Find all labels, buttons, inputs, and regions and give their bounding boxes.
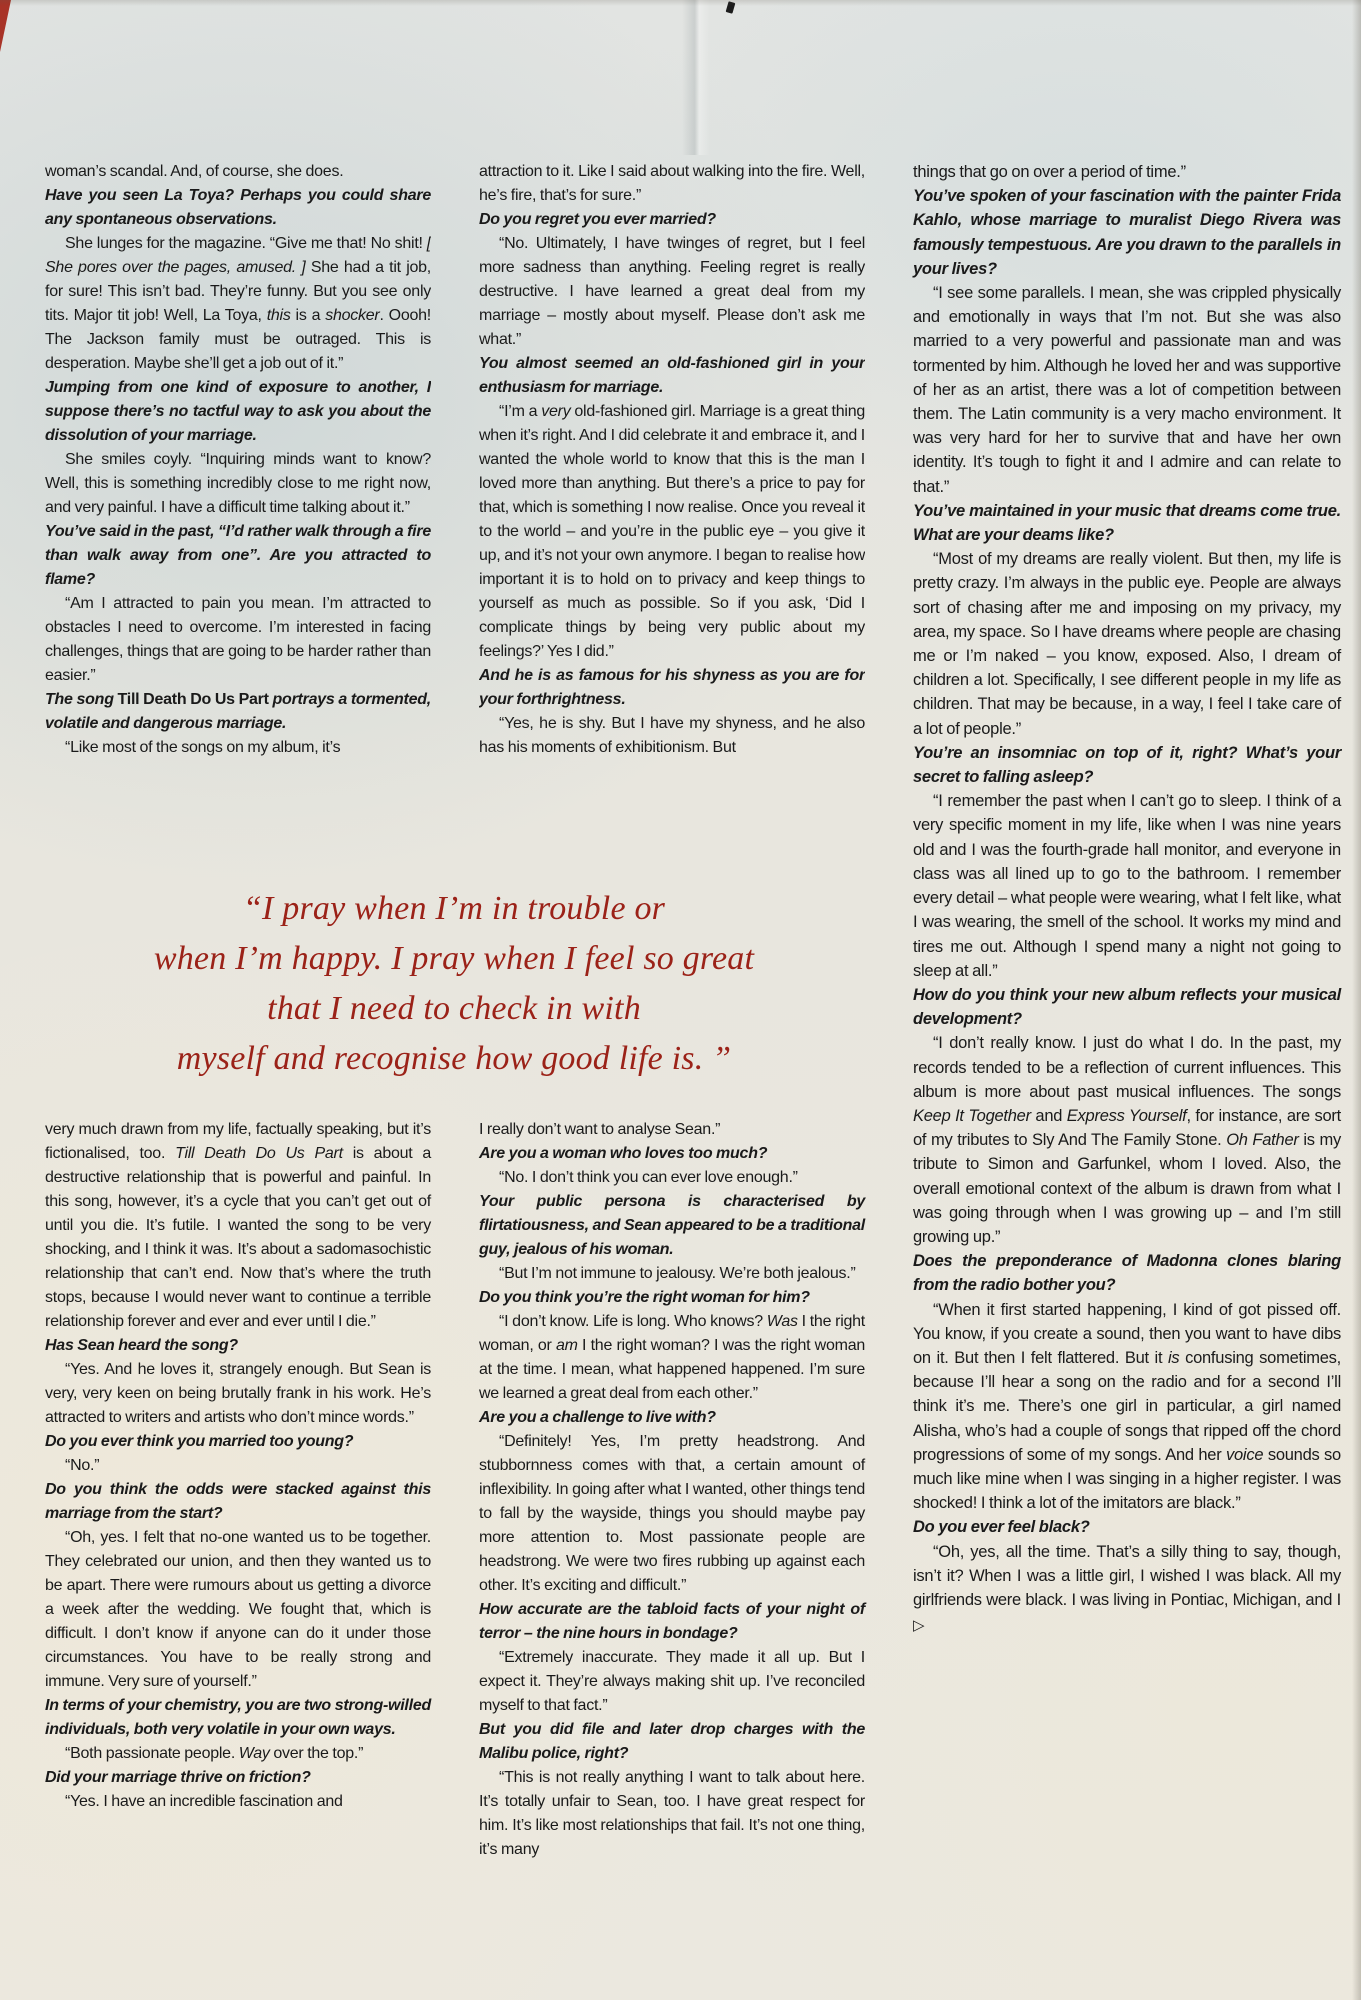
interview-answer: “Both passionate people. Way over the top.” (65, 1745, 364, 1762)
interview-question: Have you seen La Toya? Perhaps you could share any spontaneous observations. (45, 187, 431, 228)
interview-answer: “I remember the past when I can’t go to sleep. I think of a very specific moment in my life, like when I was nine years old and I was the fourth-grade hall monitor, and everyone in class was all lined up to go to the bathroom. I remember every detail – what people were wearing, what I felt like, what I was wearing, the smell of the school. It works my mind and tires me out. Although I spend many a night not going to sleep at all.” (913, 792, 1341, 980)
interview-answer: “No.” (65, 1457, 100, 1474)
interview-question: Do you ever feel black? (913, 1518, 1090, 1537)
interview-answer: “No. Ultimately, I have twinges of regret, but I feel more sadness than anything. Feeling regret is really destructive. I have learned a great deal from my marriage – mostly about myself. Please don’t ask me what.” (479, 235, 865, 348)
interview-answer: “Yes. I have an incredible fascination and (65, 1793, 343, 1810)
interview-question: Jumping from one kind of exposure to another, I suppose there’s no tactful way to ask you about the dissolution of your marriage. (45, 379, 431, 444)
interview-question: You’ve spoken of your fascination with the painter Frida Kahlo, whose marriage to muralist Diego Rivera was famously tempestuous. Are you drawn to the parallels in your lives? (913, 187, 1341, 278)
interview-answer: “Yes. And he loves it, strangely enough. But Sean is very, very keen on being brutally frank in his work. He’s attracted to writers and artists who don’t mince words.” (45, 1361, 431, 1426)
interview-answer: She lunges for the magazine. “Give me that! No shit! [ She pores over the pages, amused. ] She had a tit job, for sure! This isn’t bad. They’re funny. But you see only tits. Major tit job! Well, La Toya, this is a shocker. Oooh! The Jackson family must be outraged. This is desperation. Maybe she’ll get a job out of it.” (45, 235, 431, 372)
pull-quote-line-1: “I pray when I’m in trouble or (242, 890, 666, 927)
interview-question: But you did file and later drop charges with the Malibu police, right? (479, 1721, 865, 1762)
interview-question: You’re an insomniac on top of it, right? What’s your secret to falling asleep? (913, 743, 1341, 787)
interview-answer: “Most of my dreams are really violent. But then, my life is pretty crazy. I’m always in the public eye. People are always sort of chasing after me and imposing on my privacy, my area, my space. So I have dreams where people are chasing me or I’m naked – you know, exposed. Also, I dream of children a lot. Specifically, I see different people in my life as children. That may be because, in a way, I feel I take care of a lot of people.” (913, 550, 1341, 738)
interview-question: Your public persona is characterised by flirtatiousness, and Sean appeared to be a traditional guy, jealous of his woman. (479, 1193, 865, 1258)
red-page-edge-mark (0, 0, 11, 52)
interview-answer: “No. I don’t think you can ever love enough.” (499, 1169, 798, 1186)
paragraph-continued: things that go on over a period of time.” (913, 163, 1186, 181)
paragraph-continued: woman’s scandal. And, of course, she does. (45, 163, 344, 180)
interview-question: Did your marriage thrive on friction? (45, 1769, 311, 1786)
page-crease (682, 0, 710, 155)
article-column-2-top (479, 160, 865, 760)
interview-answer: “Oh, yes, all the time. That’s a silly thing to say, though, isn’t it? When I was a little girl, I wished I was black. All my girlfriends were black. I was living in Pontiac, Michigan, and I ▷ (913, 1542, 1341, 1635)
paragraph-continued: attraction to it. Like I said about walking into the fire. Well, he’s fire, that’s for sure.” (479, 163, 865, 204)
pull-quote-line-3: that I need to check in with (267, 990, 641, 1027)
interview-answer: She smiles coyly. “Inquiring minds want to know? Well, this is something incredibly close to me right now, and very painful. I have a difficult time talking about it.” (45, 451, 431, 516)
interview-question: You’ve maintained in your music that dreams come true. What are your deams like? (913, 501, 1341, 545)
interview-answer: “I see some parallels. I mean, she was crippled physically and emotionally in ways that I’m not. But she was also married to a very powerful and passionate man and was tormented by him. Although he loved her and was supportive of her as an artist, there was a lot of competition between them. The Latin community is a very macho environment. It was very hard for her to survive that and have her own identity. It’s tough to fight it and I admire and can relate to that.” (913, 284, 1341, 496)
interview-question: And he is as famous for his shyness as you are for your forthrightness. (479, 667, 865, 708)
page-edge-shadow (1352, 0, 1361, 2000)
interview-answer: “I don’t know. Life is long. Who knows? Was I the right woman, or am I the right woman? I was the right woman at the time. I mean, what happened happened. I’m sure we learned a great deal from each other.” (479, 1313, 866, 1402)
paragraph-continued: very much drawn from my life, factually speaking, but it’s fictionalised, too. Till Death Do Us Part is about a destructive relationship that is powerful and painful. In this song, however, it’s a cycle that you can’t get out of until you die. It’s futile. I wanted the song to be very shocking, and I think it was. It’s about a sadomasochistic relationship that can’t end. Now that’s where the truth stops, because I would never want to continue a terrible relationship forever and ever and ever until I die.” (45, 1121, 432, 1330)
article-column-1-top (45, 160, 431, 760)
interview-answer: “Like most of the songs on my album, it’s (65, 739, 341, 756)
interview-question: Do you ever think you married too young? (45, 1433, 354, 1450)
interview-answer: “Yes, he is shy. But I have my shyness, and he also has his moments of exhibitionism. But (479, 715, 865, 756)
interview-answer: “I don’t really know. I just do what I do. In the past, my records tended to be a reflection of current influences. This album is more about past musical influences. The songs Keep It Together and Express Yourself, for instance, are sort of my tributes to Sly And The Family Stone. Oh Father is my tribute to Simon and Garfunkel, whom I loved. Also, the overall emotional context of the album is drawn from what I was going through when I was growing up – and I’m still growing up.” (913, 1034, 1341, 1246)
interview-answer: “Am I attracted to pain you mean. I’m attracted to obstacles I need to overcome. I’m interested in facing challenges, things that are going to be harder rather than easier.” (45, 595, 431, 684)
interview-answer: “This is not really anything I want to talk about here. It’s totally unfair to Sean, too. I have great respect for him. It’s like most relationships that fail. It’s not one thing, it’s many (479, 1769, 865, 1858)
article-column-1-bottom (45, 1118, 431, 1814)
interview-answer: “When it first started happening, I kind of got pissed off. You know, if you create a sound, then you want to have dibs on it. But then I felt flattered. But it is confusing sometimes, because I’ll hear a song on the radio and for a second I’ll think it’s me. There’s one girl in particular, a girl named Alisha, who’s had a couple of songs that ripped off the chord progressions of some of my songs. And her voice sounds so much like mine when I was singing in a higher register. I was shocked! I think a lot of the imitators are black.” (913, 1300, 1341, 1513)
paragraph-continued: I really don’t want to analyse Sean.” (479, 1121, 721, 1138)
interview-answer: “Extremely inaccurate. They made it all up. But I expect it. They’re always making shit up. I’ve reconciled myself to that fact.” (479, 1649, 865, 1714)
interview-question: How do you think your new album reflects your musical development? (913, 985, 1341, 1029)
interview-answer: “Definitely! Yes, I’m pretty headstrong. And stubbornness comes with that, a certain amount of inflexibility. In going after what I wanted, other things tend to fall by the wayside, things you should maybe pay more attention to. Most passionate people are headstrong. We were two fires rubbing up against each other. It’s exciting and difficult.” (479, 1433, 865, 1594)
interview-question: Has Sean heard the song? (45, 1337, 238, 1354)
interview-question: How accurate are the tabloid facts of your night of terror – the nine hours in bondage? (479, 1601, 865, 1642)
interview-question: In terms of your chemistry, you are two strong-willed individuals, both very volatile in your own ways. (45, 1697, 431, 1738)
continued-on-next-page-icon: ▷ (913, 1617, 925, 1635)
interview-question: Do you think the odds were stacked against this marriage from the start? (45, 1481, 431, 1522)
interview-question: Are you a challenge to live with? (479, 1409, 716, 1426)
interview-question: You’ve said in the past, “I’d rather walk through a fire than walk away from one”. Are you attracted to flame? (45, 523, 431, 588)
interview-question: Do you think you’re the right woman for him? (479, 1289, 810, 1306)
interview-question: You almost seemed an old-fashioned girl in your enthusiasm for marriage. (479, 355, 865, 396)
interview-answer: “I’m a very old-fashioned girl. Marriage is a great thing when it’s right. And I did celebrate it and embrace it, and I wanted the whole world to know that this is the man I loved more than anything. But there’s a price to pay for that, which is something I now realise. Once you reveal it to the world – and you’re in the public eye – you give it up, and it’s not your own anymore. I began to realise how important it is to hold on to privacy and keep things to yourself as much as possible. So if you ask, ‘Did I complicate things by being very public about my feelings?’ Yes I did.” (479, 403, 865, 660)
interview-question: The song Till Death Do Us Part portrays a tormented, volatile and dangerous marriage. (45, 691, 431, 732)
pull-quote-line-2: when I’m happy. I pray when I feel so great (153, 940, 755, 977)
interview-answer: “Oh, yes. I felt that no-one wanted us to be together. They celebrated our union, and then they wanted us to be apart. There were rumours about us getting a divorce a week after the wedding. We fought that, which is difficult. I don’t know if anyone can do it under those circumstances. You have to be really strong and immune. Very sure of yourself.” (45, 1529, 431, 1690)
pull-quote-line-4: myself and recognise how good life is. ” (176, 1040, 732, 1077)
pull-quote (54, 884, 854, 1084)
interview-answer: “But I’m not immune to jealousy. We’re both jealous.” (499, 1265, 856, 1282)
interview-question: Are you a woman who loves too much? (479, 1145, 768, 1162)
article-column-3 (913, 160, 1341, 1638)
page-top-shadow (0, 0, 1361, 6)
interview-question: Does the preponderance of Madonna clones blaring from the radio bother you? (913, 1252, 1341, 1295)
article-column-2-bottom (479, 1118, 865, 1862)
interview-question: Do you regret you ever married? (479, 211, 716, 228)
